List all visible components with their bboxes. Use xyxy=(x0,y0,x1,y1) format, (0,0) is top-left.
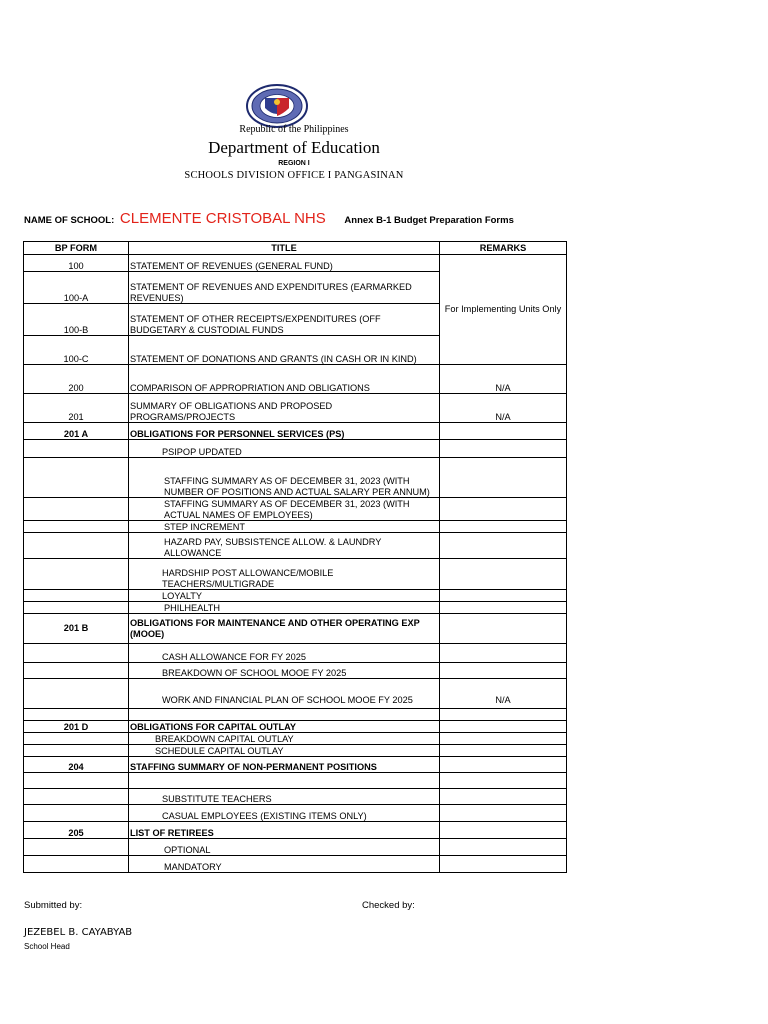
title-cell: LIST OF RETIREES xyxy=(129,822,440,839)
remarks-cell: N/A xyxy=(440,365,567,394)
remarks-cell xyxy=(440,733,567,745)
budget-forms-table xyxy=(23,241,567,873)
bp-form-cell xyxy=(24,805,129,822)
title-cell: SUMMARY OF OBLIGATIONS AND PROPOSED PROGRAMS/PROJECTS xyxy=(129,394,440,423)
remarks-cell xyxy=(440,773,567,789)
table-row xyxy=(24,644,567,663)
bp-form-cell: 201 A xyxy=(24,423,129,440)
remarks-cell xyxy=(440,602,567,614)
title-cell: BREAKDOWN CAPITAL OUTLAY xyxy=(129,733,440,745)
col-header-title: TITLE xyxy=(129,242,440,255)
remarks-cell xyxy=(440,644,567,663)
table-row xyxy=(24,789,567,805)
department-title: Department of Education xyxy=(208,138,380,157)
annex-label: Annex B-1 Budget Preparation Forms xyxy=(344,215,514,226)
bp-form-cell xyxy=(24,856,129,873)
bp-form-cell xyxy=(24,644,129,663)
remarks-cell xyxy=(440,789,567,805)
remarks-cell: N/A xyxy=(440,679,567,709)
remarks-cell xyxy=(440,458,567,498)
bp-form-cell xyxy=(24,709,129,721)
title-cell: STAFFING SUMMARY AS OF DECEMBER 31, 2023 (WITH ACTUAL NAMES OF EMPLOYEES) xyxy=(129,498,440,521)
bp-form-cell xyxy=(24,590,129,602)
table-row xyxy=(24,757,567,773)
remarks-cell: N/A xyxy=(440,394,567,423)
bp-form-cell: 205 xyxy=(24,822,129,839)
title-cell: MANDATORY xyxy=(129,856,440,873)
title-cell: STATEMENT OF OTHER RECEIPTS/EXPENDITURES (OFF BUDGETARY & CUSTODIAL FUNDS xyxy=(129,304,440,336)
bp-form-cell: 204 xyxy=(24,757,129,773)
table-row xyxy=(24,805,567,822)
title-cell: PSIPOP UPDATED xyxy=(129,440,440,458)
title-cell: PHILHEALTH xyxy=(129,602,440,614)
title-cell: HARDSHIP POST ALLOWANCE/MOBILE TEACHERS/MULTIGRADE xyxy=(129,559,440,590)
title-cell: STAFFING SUMMARY OF NON-PERMANENT POSITIONS xyxy=(129,757,440,773)
table-row xyxy=(24,602,567,614)
table-row xyxy=(24,365,567,394)
bp-form-cell xyxy=(24,440,129,458)
table-row xyxy=(24,709,567,721)
bp-form-cell xyxy=(24,458,129,498)
remarks-cell xyxy=(440,521,567,533)
remarks-cell xyxy=(440,614,567,644)
title-cell: BREAKDOWN OF SCHOOL MOOE FY 2025 xyxy=(129,663,440,679)
remarks-cell xyxy=(440,721,567,733)
bp-form-cell xyxy=(24,733,129,745)
title-cell: CASUAL EMPLOYEES (EXISTING ITEMS ONLY) xyxy=(129,805,440,822)
table-header-row xyxy=(24,242,567,255)
submitted-by-label: Submitted by: xyxy=(24,900,83,911)
table-row xyxy=(24,822,567,839)
title-cell xyxy=(129,773,440,789)
bp-form-cell: 100-A xyxy=(24,272,129,304)
col-header-remarks: REMARKS xyxy=(440,242,567,255)
bp-form-cell xyxy=(24,679,129,709)
bp-form-cell: 201 D xyxy=(24,721,129,733)
title-cell: STATEMENT OF DONATIONS AND GRANTS (IN CASH OR IN KIND) xyxy=(129,336,440,365)
bp-form-cell xyxy=(24,745,129,757)
school-label: NAME OF SCHOOL: xyxy=(24,215,115,226)
bp-form-cell xyxy=(24,789,129,805)
division-label: SCHOOLS DIVISION OFFICE I PANGASINAN xyxy=(184,170,404,181)
title-cell: OPTIONAL xyxy=(129,839,440,856)
school-head-role: School Head xyxy=(24,942,70,951)
bp-form-cell: 100 xyxy=(24,255,129,272)
bp-form-cell: 100-C xyxy=(24,336,129,365)
table-row xyxy=(24,679,567,709)
table-row xyxy=(24,721,567,733)
bp-form-cell xyxy=(24,602,129,614)
remarks-cell xyxy=(440,440,567,458)
remarks-cell xyxy=(440,757,567,773)
table-row xyxy=(24,614,567,644)
table-row xyxy=(24,533,567,559)
title-cell: OBLIGATIONS FOR MAINTENANCE AND OTHER OPERATING EXP (MOOE) xyxy=(129,614,440,644)
remarks-cell xyxy=(440,709,567,721)
bp-form-cell xyxy=(24,663,129,679)
title-cell: WORK AND FINANCIAL PLAN OF SCHOOL MOOE FY 2025 xyxy=(129,679,440,709)
title-cell: CASH ALLOWANCE FOR FY 2025 xyxy=(129,644,440,663)
remarks-cell xyxy=(440,590,567,602)
title-cell: OBLIGATIONS FOR CAPITAL OUTLAY xyxy=(129,721,440,733)
table-row xyxy=(24,745,567,757)
table-row xyxy=(24,663,567,679)
bp-form-cell: 200 xyxy=(24,365,129,394)
bp-form-cell: 201 B xyxy=(24,614,129,644)
table-row xyxy=(24,590,567,602)
remarks-cell xyxy=(440,805,567,822)
bp-form-cell xyxy=(24,533,129,559)
title-cell: SCHEDULE CAPITAL OUTLAY xyxy=(129,745,440,757)
checked-by-label: Checked by: xyxy=(362,900,415,911)
title-cell: COMPARISON OF APPROPRIATION AND OBLIGATIONS xyxy=(129,365,440,394)
remarks-cell xyxy=(440,533,567,559)
bp-form-cell xyxy=(24,559,129,590)
title-cell: STATEMENT OF REVENUES AND EXPENDITURES (EARMARKED REVENUES) xyxy=(129,272,440,304)
table-row xyxy=(24,839,567,856)
remarks-cell xyxy=(440,856,567,873)
remarks-cell xyxy=(440,559,567,590)
col-header-bp-form: BP FORM xyxy=(24,242,129,255)
table-row xyxy=(24,440,567,458)
table-row xyxy=(24,773,567,789)
school-name: CLEMENTE CRISTOBAL NHS xyxy=(119,210,326,227)
table-row xyxy=(24,394,567,423)
table-row xyxy=(24,733,567,745)
table-row xyxy=(24,559,567,590)
title-cell: STAFFING SUMMARY AS OF DECEMBER 31, 2023 (WITH NUMBER OF POSITIONS AND ACTUAL SALARY PER ANNUM) xyxy=(129,458,440,498)
bp-form-cell: 100-B xyxy=(24,304,129,336)
republic-label: Republic of the Philippines xyxy=(239,124,349,135)
bp-form-cell xyxy=(24,498,129,521)
remarks-cell xyxy=(440,423,567,440)
title-cell: SUBSTITUTE TEACHERS xyxy=(129,789,440,805)
remarks-cell xyxy=(440,498,567,521)
title-cell xyxy=(129,709,440,721)
table-row xyxy=(24,498,567,521)
title-cell: LOYALTY xyxy=(129,590,440,602)
bp-form-cell xyxy=(24,521,129,533)
table-row xyxy=(24,458,567,498)
table-row xyxy=(24,521,567,533)
bp-form-cell: 201 xyxy=(24,394,129,423)
remarks-cell xyxy=(440,663,567,679)
title-cell: OBLIGATIONS FOR PERSONNEL SERVICES (PS) xyxy=(129,423,440,440)
bp-form-cell xyxy=(24,773,129,789)
title-cell: HAZARD PAY, SUBSISTENCE ALLOW. & LAUNDRY ALLOWANCE xyxy=(129,533,440,559)
region-label: REGION I xyxy=(278,160,310,167)
remarks-cell: For Implementing Units Only xyxy=(440,255,567,365)
table-row xyxy=(24,423,567,440)
title-cell: STATEMENT OF REVENUES (GENERAL FUND) xyxy=(129,255,440,272)
table-row xyxy=(24,255,567,272)
deped-seal-icon xyxy=(245,84,309,128)
school-head-name: JEZEBEL B. CAYABYAB xyxy=(24,927,133,938)
remarks-cell xyxy=(440,839,567,856)
remarks-cell xyxy=(440,745,567,757)
bp-form-cell xyxy=(24,839,129,856)
table-row xyxy=(24,856,567,873)
title-cell: STEP INCREMENT xyxy=(129,521,440,533)
remarks-cell xyxy=(440,822,567,839)
school-line xyxy=(24,210,514,227)
